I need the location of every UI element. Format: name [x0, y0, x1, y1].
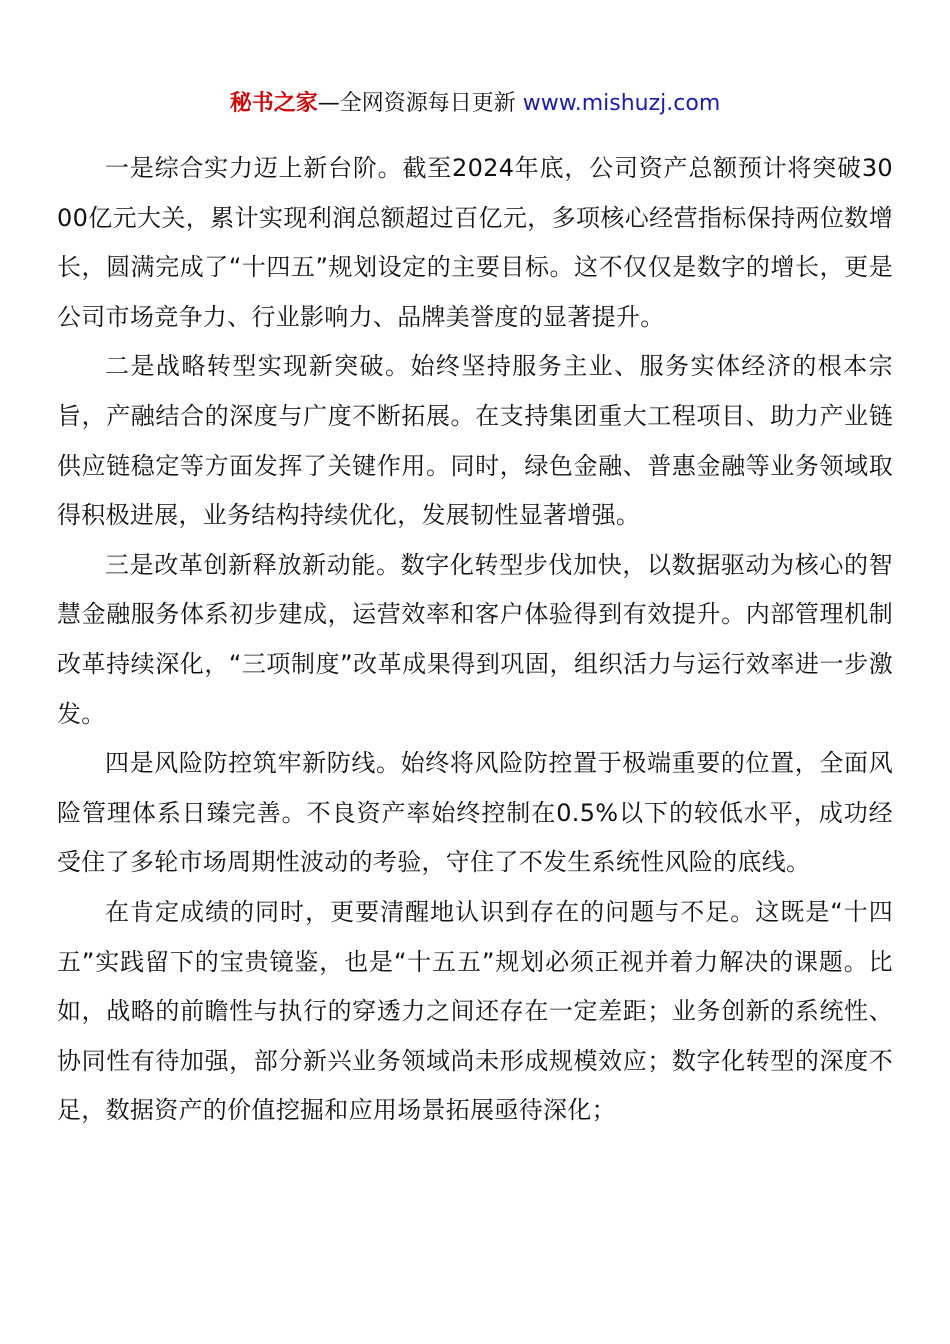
- paragraph-3: 三是改革创新释放新动能。数字化转型步伐加快，以数据驱动为核心的智慧金融服务体系初步建成，运营效率和客户体验得到有效提升。内部管理机制改革持续深化，“三项制度”改革成果得到巩固，组织活力与运行效率进一步激发。: [57, 550, 893, 728]
- page-header: [0, 88, 950, 120]
- document-body: [57, 144, 893, 1136]
- paragraph-1: 一是综合实力迈上新台阶。截至2024年底，公司资产总额预计将突破3000亿元大关，累计实现利润总额超过百亿元，多项核心经营指标保持两位数增长，圆满完成了“十四五”规划设定的主要目标。这不仅仅是数字的增长，更是公司市场竞争力、行业影响力、品牌美誉度的显著提升。: [57, 154, 893, 331]
- header-brand: 秘书之家: [229, 91, 318, 116]
- paragraph-2: 二是战略转型实现新突破。始终坚持服务主业、服务实体经济的根本宗旨，产融结合的深度与广度不断拓展。在支持集团重大工程项目、助力产业链供应链稳定等方面发挥了关键作用。同时，绿色金融、普惠金融等业务领域取得积极进展，业务结构持续优化，发展韧性显著增强。: [57, 352, 893, 530]
- header-tagline: —全网资源每日更新: [317, 91, 523, 116]
- paragraph-4: 四是风险防控筑牢新防线。始终将风险防控置于极端重要的位置，全面风险管理体系日臻完善。不良资产率始终控制在0.5%以下的较低水平，成功经受住了多轮市场周期性波动的考验，守住了不发生系统性风险的底线。: [57, 749, 893, 877]
- header-url: www.mishuzj.com: [522, 91, 721, 116]
- paragraph-5: 在肯定成绩的同时，更要清醒地认识到存在的问题与不足。这既是“十四五”实践留下的宝贵镜鉴，也是“十五五”规划必须正视并着力解决的课题。比如，战略的前瞻性与执行的穿透力之间还存在一定差距；业务创新的系统性、协同性有待加强，部分新兴业务领域尚未形成规模效应；数字化转型的深度不足，数据资产的价值挖掘和应用场景拓展亟待深化；: [57, 897, 893, 1125]
